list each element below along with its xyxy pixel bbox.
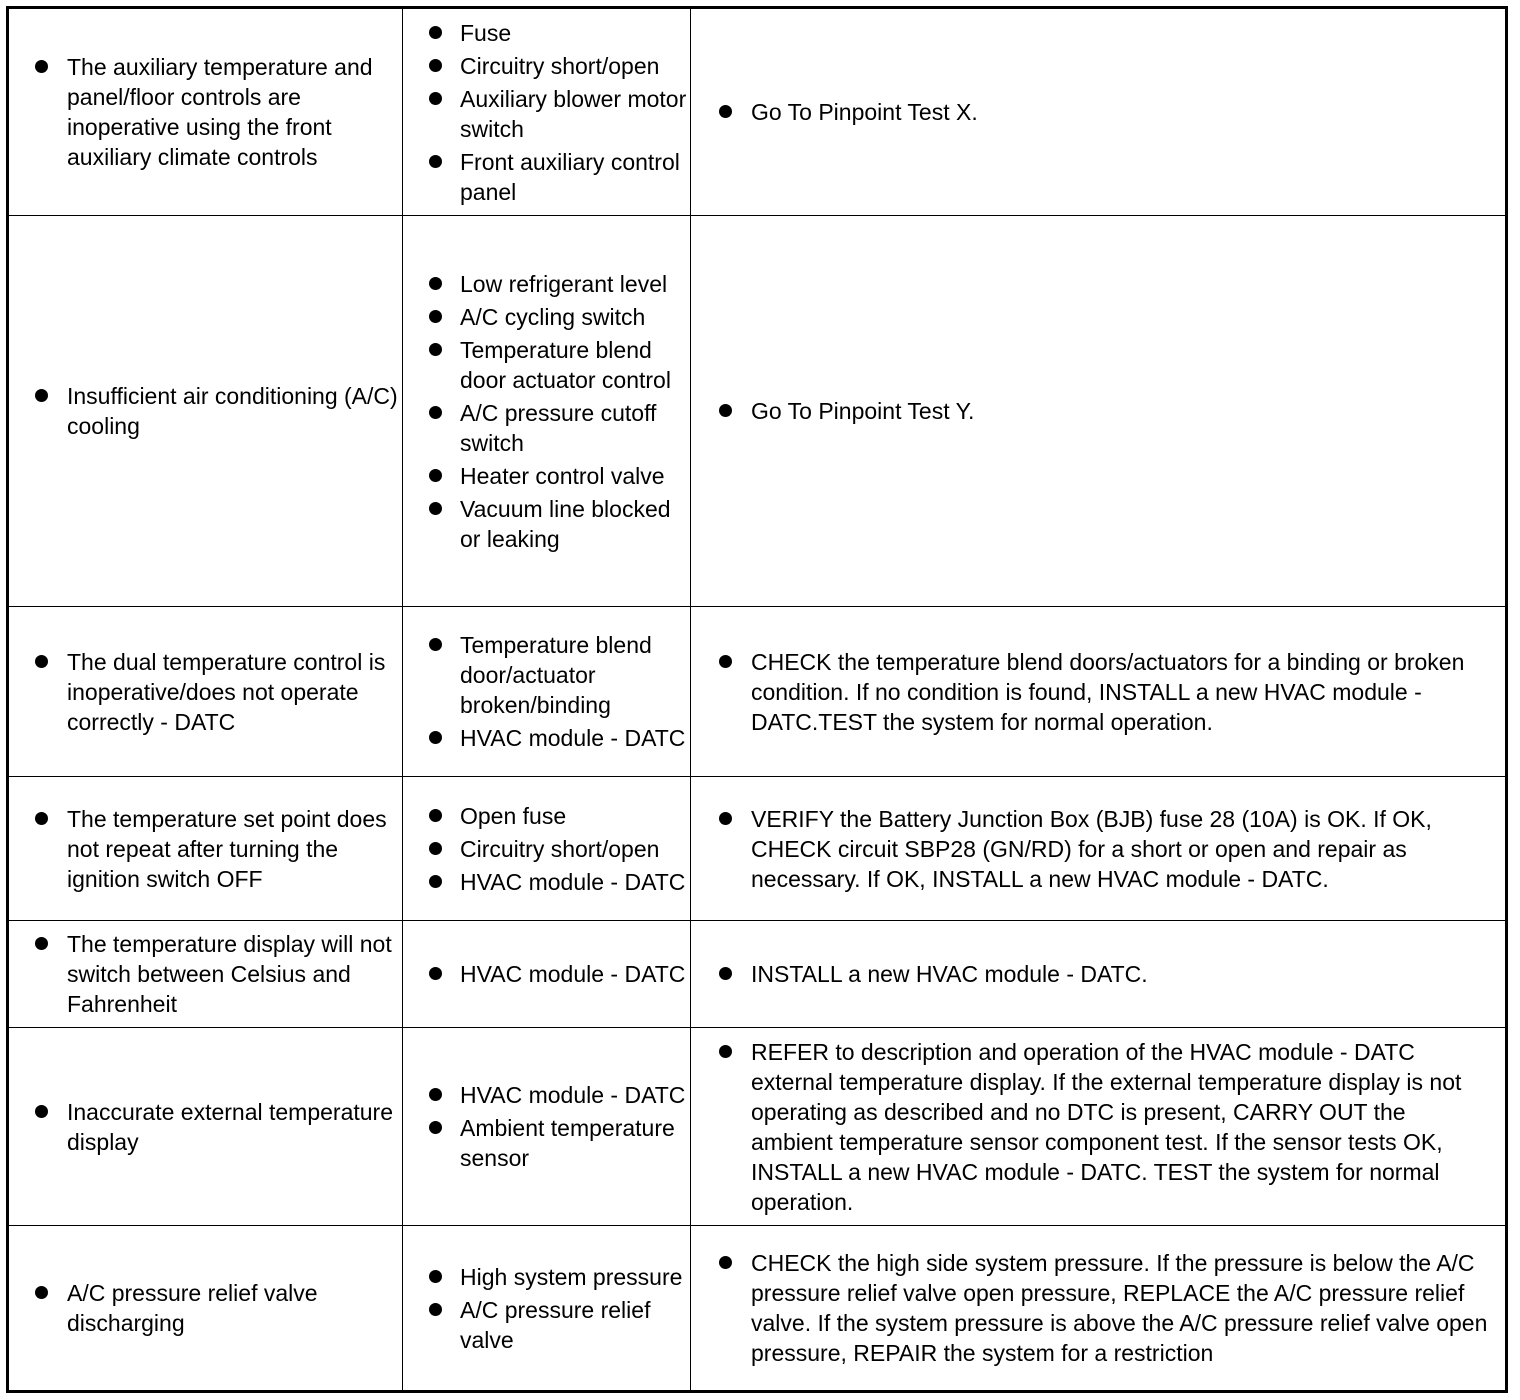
list-item (427, 461, 690, 491)
bullet-icon (719, 655, 732, 668)
item-text: HVAC module - DATC (460, 868, 686, 895)
cause-cell (402, 607, 690, 776)
bullet-icon (429, 1121, 442, 1134)
list-item (33, 929, 402, 1019)
list-item (717, 1248, 1493, 1368)
item-text: Auxiliary blower motor switch (460, 85, 687, 142)
symptom-cell (9, 921, 402, 1027)
bullet-icon (429, 1088, 442, 1101)
bullet-icon (429, 343, 442, 356)
list-item (717, 959, 1493, 989)
list-item (33, 1097, 402, 1157)
bullet-icon (719, 812, 732, 825)
item-text: Go To Pinpoint Test X. (751, 99, 978, 125)
list-item (427, 834, 690, 864)
bullet-icon (429, 59, 442, 72)
item-text: REFER to description and operation of the HVAC module - DATC external temperature display. If the external temperature display is not operating as described and no DTC is present, CARRY OUT the ambient temperature sensor component test. If the sensor tests OK, INSTALL a new HVAC module - DATC. TEST the system for normal operation. (751, 1038, 1462, 1215)
bullet-icon (429, 310, 442, 323)
list-item (427, 335, 690, 395)
bullet-icon (35, 812, 48, 825)
bullet-icon (429, 277, 442, 290)
item-text: Circuitry short/open (460, 835, 660, 862)
item-text: Ambient temperature sensor (460, 1115, 675, 1171)
bullet-icon (35, 937, 48, 950)
list-item (427, 723, 690, 753)
bullet-icon (35, 1286, 48, 1299)
item-text: Front auxiliary control panel (460, 148, 680, 205)
symptom-cell (9, 216, 402, 606)
list-item (427, 630, 690, 720)
list-item (717, 97, 1493, 127)
symptom-cell (9, 607, 402, 776)
item-text: Go To Pinpoint Test Y. (751, 398, 975, 424)
list-item (427, 1262, 690, 1292)
bullet-icon (429, 469, 442, 482)
item-text: Inaccurate external temperature display (67, 1098, 394, 1155)
item-text: CHECK the high side system pressure. If the pressure is below the A/C pressure relief valve open pressure, REPLACE the A/C pressure relief valve. If the system pressure is above the A/C pressure relief valve open pressure, REPAIR the system for a restriction (751, 1250, 1488, 1366)
bullet-icon (429, 26, 442, 39)
list-item (427, 867, 690, 897)
list-item (427, 801, 690, 831)
symptom-cell (9, 9, 402, 215)
bullet-icon (35, 655, 48, 668)
action-cell (690, 1226, 1505, 1390)
item-text: Heater control valve (460, 462, 665, 489)
item-text: Low refrigerant level (460, 270, 668, 297)
list-item (33, 381, 402, 441)
item-text: A/C cycling switch (460, 303, 646, 330)
bullet-icon (429, 406, 442, 419)
action-cell (690, 216, 1505, 606)
bullet-icon (429, 842, 442, 855)
cause-cell (402, 216, 690, 606)
list-item (33, 647, 402, 737)
action-cell (690, 1028, 1505, 1225)
list-item (427, 84, 690, 144)
bullet-icon (429, 809, 442, 822)
item-text: A/C pressure relief valve (460, 1296, 651, 1353)
bullet-icon (719, 105, 732, 118)
table-row (9, 9, 1505, 215)
item-text: The auxiliary temperature and panel/floor controls are inoperative using the front auxiliary climate controls (67, 54, 373, 170)
bullet-icon (429, 875, 442, 888)
bullet-icon (429, 92, 442, 105)
list-item (427, 398, 690, 458)
symptom-table (6, 6, 1508, 1393)
item-text: A/C pressure relief valve discharging (67, 1280, 318, 1336)
item-text: A/C pressure cutoff switch (460, 399, 657, 456)
bullet-icon (429, 155, 442, 168)
table-row (9, 1027, 1505, 1225)
symptom-cell (9, 1226, 402, 1390)
item-text: Circuitry short/open (460, 52, 660, 79)
list-item (427, 494, 690, 554)
list-item (427, 269, 690, 299)
item-text: HVAC module - DATC (460, 961, 686, 987)
list-item (33, 52, 402, 172)
cause-cell (402, 777, 690, 920)
bullet-icon (429, 1270, 442, 1283)
list-item (427, 302, 690, 332)
bullet-icon (719, 404, 732, 417)
list-item (717, 647, 1493, 737)
table-row (9, 1225, 1505, 1390)
bullet-icon (429, 731, 442, 744)
table-row (9, 776, 1505, 920)
table-row (9, 920, 1505, 1027)
list-item (717, 804, 1493, 894)
item-text: Open fuse (460, 802, 567, 829)
item-text: Temperature blend door actuator control (460, 336, 671, 393)
item-text: INSTALL a new HVAC module - DATC. (751, 961, 1148, 987)
bullet-icon (429, 1303, 442, 1316)
item-text: Vacuum line blocked or leaking (460, 495, 671, 552)
symptom-cell (9, 1028, 402, 1225)
list-item (427, 959, 690, 989)
cause-cell (402, 921, 690, 1027)
item-text: Fuse (460, 19, 512, 46)
item-text: The temperature display will not switch between Celsius and Fahrenheit (67, 931, 392, 1017)
bullet-icon (429, 638, 442, 651)
item-text: CHECK the temperature blend doors/actuators for a binding or broken condition. If no condition is found, INSTALL a new HVAC module - DATC.TEST the system for normal operation. (751, 648, 1465, 735)
list-item (427, 147, 690, 207)
item-text: High system pressure (460, 1263, 683, 1290)
bullet-icon (35, 389, 48, 402)
item-text: The temperature set point does not repeat after turning the ignition switch OFF (67, 805, 387, 892)
action-cell (690, 607, 1505, 776)
cause-cell (402, 1226, 690, 1390)
table-row (9, 606, 1505, 776)
bullet-icon (719, 1256, 732, 1269)
list-item (427, 1295, 690, 1355)
list-item (33, 804, 402, 894)
list-item (427, 1080, 690, 1110)
bullet-icon (719, 1045, 732, 1058)
item-text: HVAC module - DATC (460, 1082, 686, 1108)
action-cell (690, 9, 1505, 215)
bullet-icon (35, 60, 48, 73)
bullet-icon (719, 967, 732, 980)
item-text: Temperature blend door/actuator broken/binding (460, 632, 652, 718)
item-text: HVAC module - DATC (460, 725, 686, 751)
list-item (717, 396, 1493, 426)
symptom-cell (9, 777, 402, 920)
list-item (427, 1113, 690, 1173)
bullet-icon (35, 1105, 48, 1118)
list-item (427, 18, 690, 48)
cause-cell (402, 9, 690, 215)
action-cell (690, 777, 1505, 920)
item-text: Insufficient air conditioning (A/C) cooling (67, 383, 398, 439)
list-item (427, 51, 690, 81)
action-cell (690, 921, 1505, 1027)
item-text: VERIFY the Battery Junction Box (BJB) fuse 28 (10A) is OK. If OK, CHECK circuit SBP28 (GN/RD) for a short or open and repair as necessary. If OK, INSTALL a new HVAC module - DATC. (751, 805, 1432, 892)
bullet-icon (429, 502, 442, 515)
bullet-icon (429, 967, 442, 980)
cause-cell (402, 1028, 690, 1225)
item-text: The dual temperature control is inoperative/does not operate correctly - DATC (67, 648, 386, 735)
list-item (33, 1278, 402, 1338)
table-row (9, 215, 1505, 606)
list-item (717, 1037, 1493, 1217)
